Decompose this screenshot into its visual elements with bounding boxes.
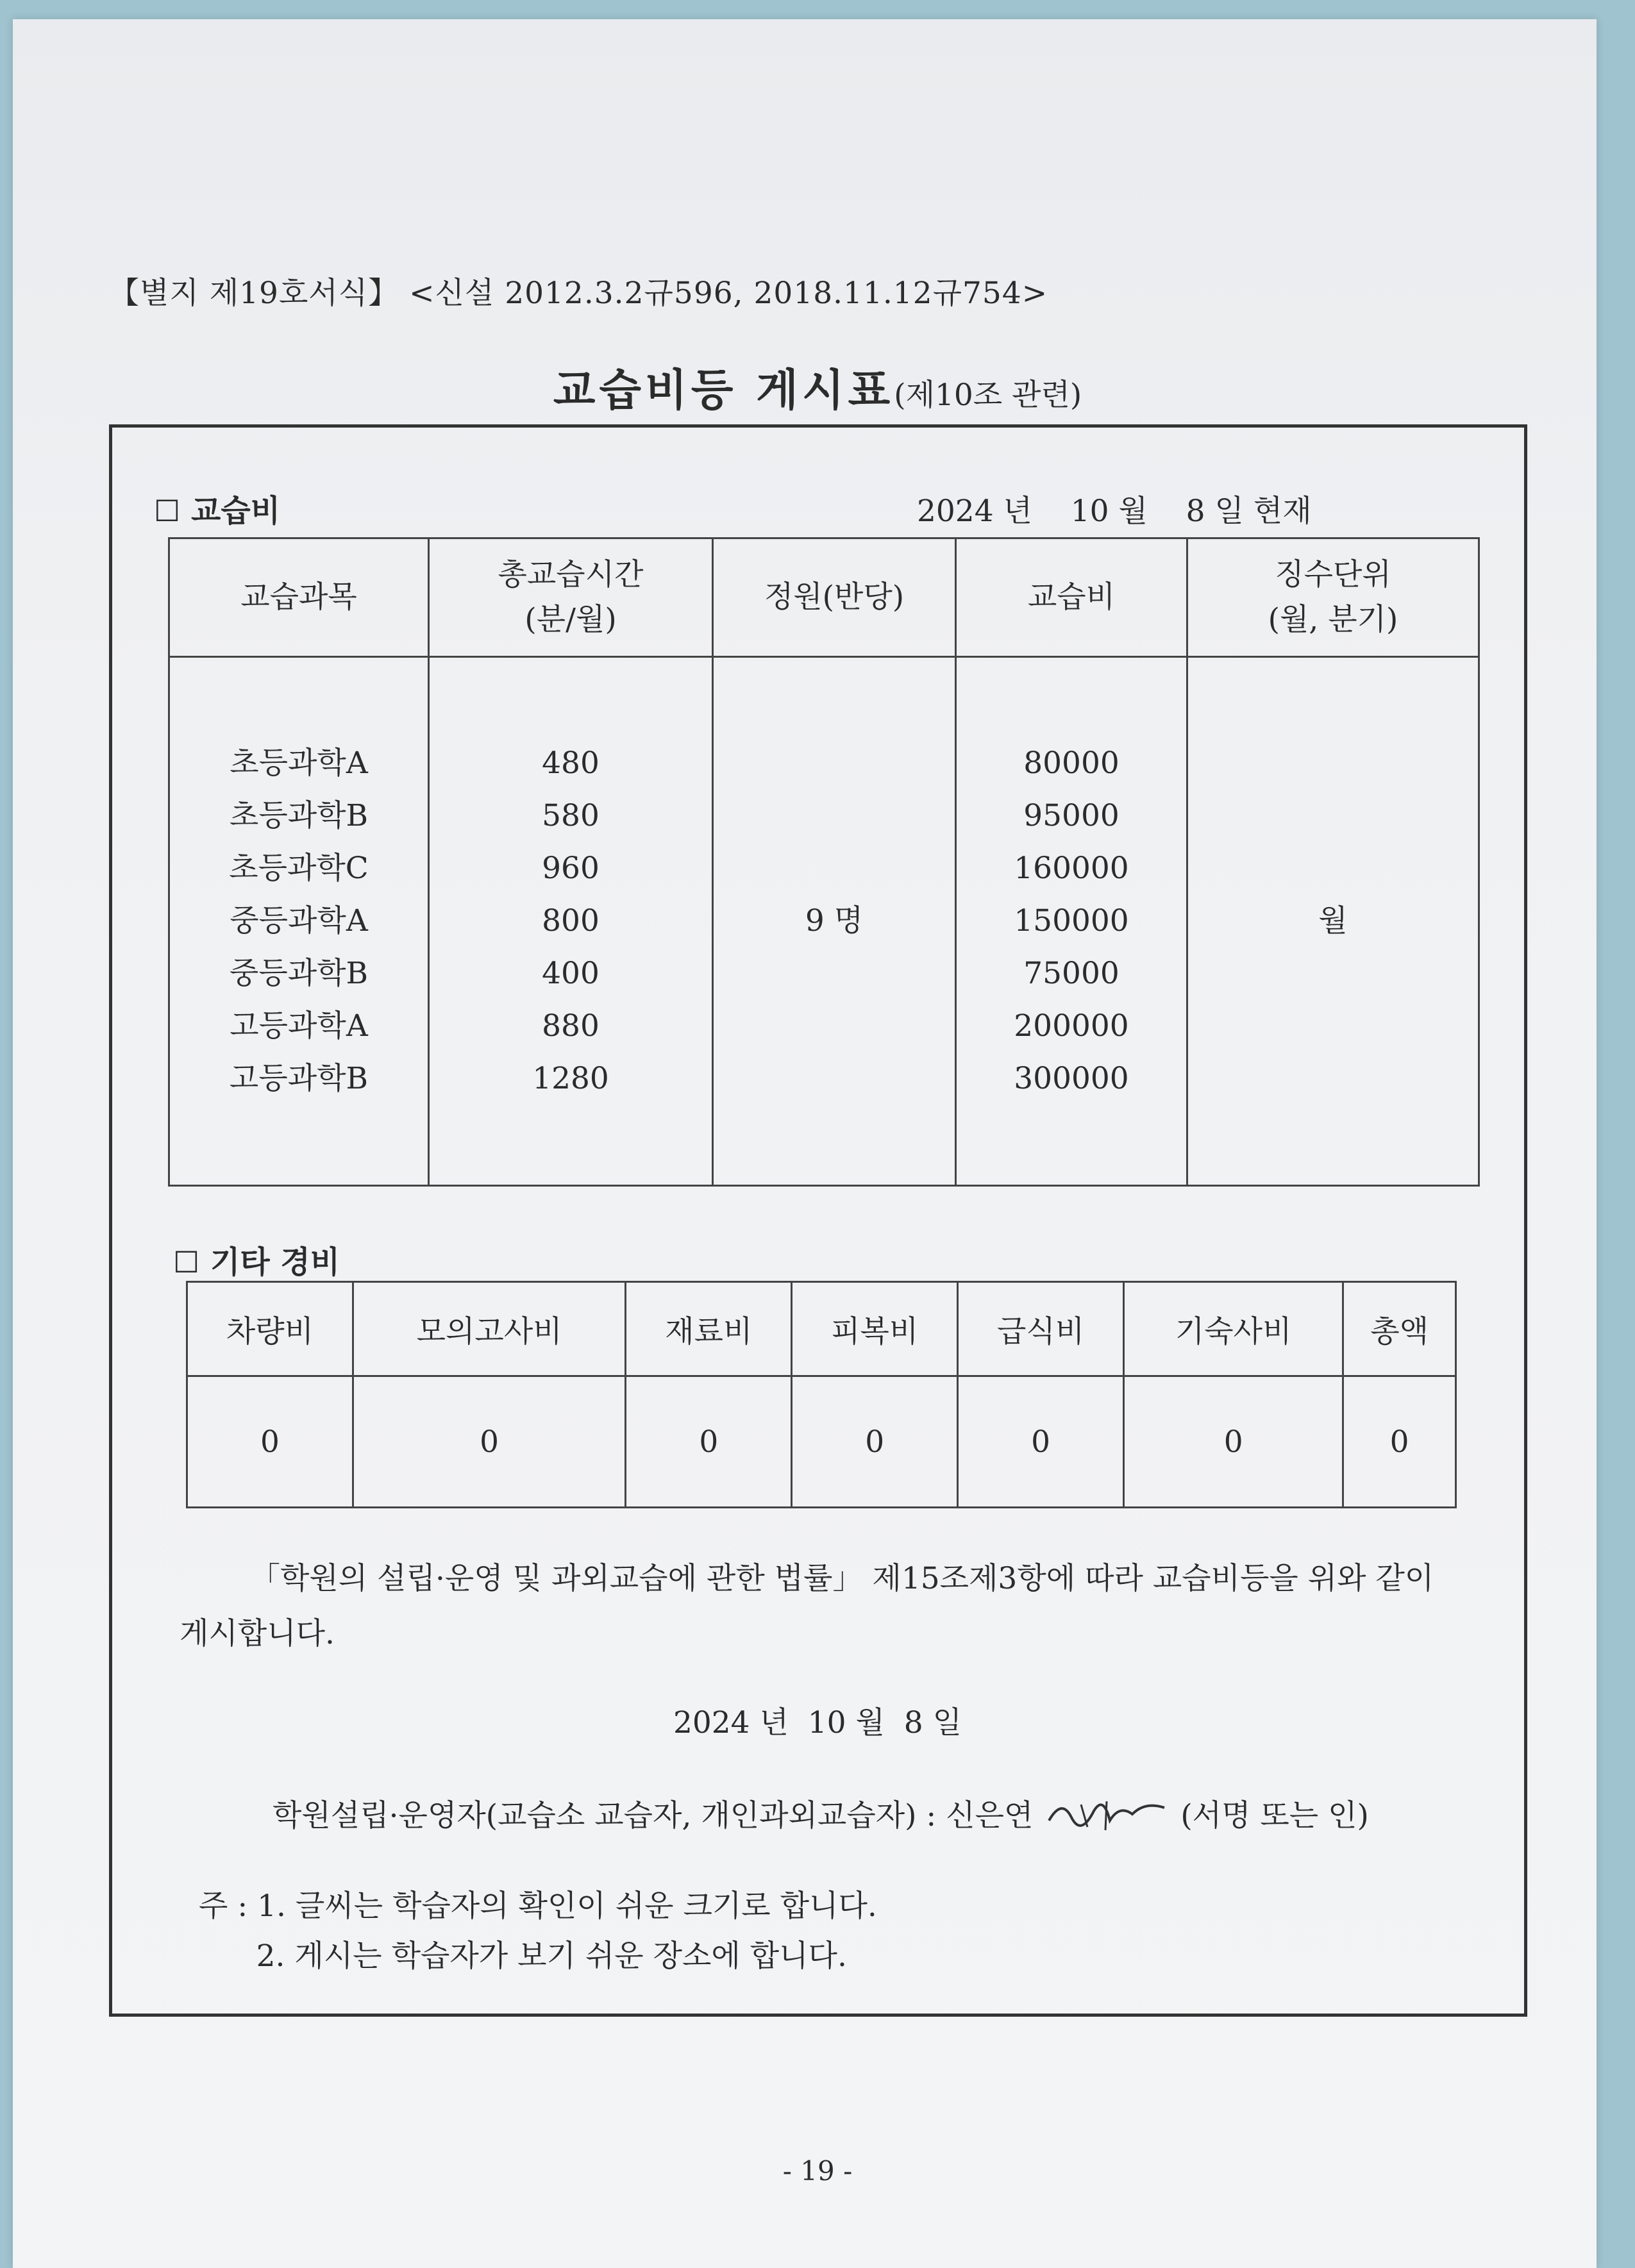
subject-list: [169, 657, 429, 1186]
footnote-item: 1. 글씨는 학습자의 확인이 쉬운 크기로 합니다.: [257, 1889, 877, 1924]
fee-cell: 300000: [1014, 1061, 1129, 1096]
header-fee: 교습비: [956, 538, 1187, 657]
header-unit-label: 징수단위: [1275, 556, 1391, 592]
expense-value: 0: [187, 1376, 353, 1508]
subject-cell: 중등과학A: [230, 903, 368, 938]
header-unit-sub: (월, 분기): [1268, 602, 1398, 637]
unit-cell: 월: [1187, 657, 1479, 1186]
fee-cell: 150000: [1014, 903, 1129, 938]
header-unit: [1187, 538, 1479, 657]
expense-header-materials: 재료비: [626, 1282, 792, 1376]
subject-cell: 중등과학B: [229, 956, 369, 991]
expense-header-total: 총액: [1343, 1282, 1456, 1376]
hours-cell: 1280: [532, 1061, 609, 1096]
operator-line: [272, 1792, 1369, 1844]
page-number: - 19 -: [782, 2155, 853, 2187]
fee-section-title: 교습비: [190, 493, 281, 529]
fee-table: [168, 537, 1480, 1187]
fee-table-body-row: [169, 657, 1479, 1186]
signature-note: (서명 또는 인): [1180, 1798, 1369, 1833]
expense-value: 0: [792, 1376, 958, 1508]
subject-cell: 초등과학B: [229, 798, 369, 833]
expense-section-heading: [173, 1237, 340, 1281]
expense-header-mock-exam: 모의고사비: [353, 1282, 625, 1376]
header-hours-label: 총교습시간: [498, 556, 644, 592]
expense-value: 0: [958, 1376, 1124, 1508]
fee-cell: 95000: [1023, 798, 1119, 833]
expense-header-row: [187, 1282, 1456, 1376]
footnotes: [199, 1881, 877, 1981]
expense-value: 0: [1124, 1376, 1343, 1508]
expense-value: 0: [353, 1376, 625, 1508]
expense-header-dormitory: 기숙사비: [1124, 1282, 1343, 1376]
expense-section-title: 기타 경비: [210, 1244, 340, 1280]
header-hours-unit: (분/월): [524, 602, 617, 637]
title-sub: (제10조 관련): [894, 378, 1082, 413]
subject-cell: 초등과학C: [229, 851, 369, 886]
operator-name: 신은연: [946, 1798, 1034, 1833]
expense-header-vehicle: 차량비: [187, 1282, 353, 1376]
fee-cell: 200000: [1014, 1008, 1129, 1044]
hours-cell: 880: [542, 1008, 600, 1044]
capacity-cell: 9 명: [713, 657, 956, 1186]
fee-cell: 160000: [1014, 851, 1129, 886]
fee-table-header-row: [169, 538, 1479, 657]
subject-cell: 고등과학A: [230, 1008, 368, 1044]
expense-value: 0: [626, 1376, 792, 1508]
footnote-item: 2. 게시는 학습자가 보기 쉬운 장소에 합니다.: [256, 1939, 847, 1974]
hours-cell: 580: [542, 798, 600, 833]
hours-cell: 400: [542, 956, 600, 991]
checkbox-icon: ☐: [154, 494, 181, 528]
expense-value: 0: [1343, 1376, 1456, 1508]
subject-cell: 고등과학B: [229, 1061, 369, 1096]
header-capacity: 정원(반당): [713, 538, 956, 657]
expense-header-clothing: 피복비: [792, 1282, 958, 1376]
subject-cell: 초등과학A: [230, 746, 368, 781]
checkbox-icon: ☐: [173, 1245, 200, 1280]
expense-value-row: [187, 1376, 1456, 1508]
fee-cell: 75000: [1023, 956, 1119, 991]
fee-section-heading: [154, 486, 280, 530]
fee-cell: 80000: [1023, 746, 1119, 781]
hours-cell: 480: [542, 746, 600, 781]
footnote-prefix: 주 :: [199, 1889, 248, 1924]
notice-paragraph: 「학원의 설립·운영 및 과외교습에 관한 법률」 제15조제3항에 따라 교습비등을 위와 같이 게시합니다.: [180, 1561, 1434, 1651]
hours-cell: 800: [542, 903, 600, 938]
header-hours: [429, 538, 713, 657]
hours-cell: 960: [542, 851, 600, 886]
header-subject: 교습과목: [169, 538, 429, 657]
title-main: 교습비등 게시표: [553, 365, 894, 416]
form-header: 【별지 제19호서식】 <신설 2012.3.2규596, 2018.11.12규754>: [109, 276, 1048, 311]
notice-date: 2024 년 10 월 8 일: [673, 1705, 962, 1740]
fee-list: [956, 657, 1187, 1186]
as-of-date: 2024 년 10 월 8 일 현재: [917, 494, 1312, 529]
operator-label: 학원설립·운영자(교습소 교습자, 개인과외교습자) :: [272, 1798, 937, 1833]
signature-icon: [1043, 1792, 1171, 1844]
document-title: [0, 356, 1635, 418]
expense-header-meals: 급식비: [958, 1282, 1124, 1376]
hours-list: [429, 657, 713, 1186]
expense-table: [186, 1281, 1457, 1508]
